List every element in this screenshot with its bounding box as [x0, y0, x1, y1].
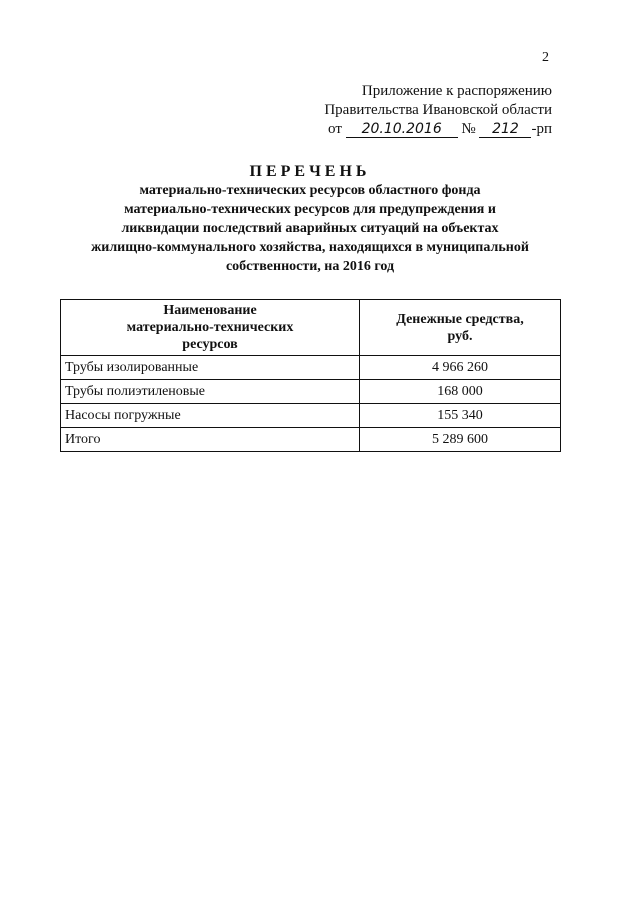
document-title: ПЕРЕЧЕНЬ [249, 163, 371, 180]
appendix-block [324, 82, 552, 139]
subtitle-line: материально-технических ресурсов для предупреждения и [124, 202, 496, 217]
appendix-date-line [324, 120, 552, 139]
header-name-line: ресурсов [182, 337, 238, 352]
header-amount-line: Денежные средства, [396, 311, 524, 327]
row-name: Насосы погружные [61, 404, 360, 428]
header-name [61, 300, 360, 356]
row-name: Трубы полиэтиленовые [61, 380, 360, 404]
row-name: Трубы изолированные [61, 356, 360, 380]
handwritten-date: 20.10.2016 [346, 122, 458, 138]
subtitle-line: ликвидации последствий аварийных ситуаций на объектах [121, 221, 499, 236]
page-number: 2 [542, 50, 549, 65]
row-amount: 5 289 600 [360, 428, 561, 452]
header-amount [360, 300, 561, 356]
row-amount: 168 000 [360, 380, 561, 404]
table-row [61, 404, 561, 428]
row-name: Итого [61, 428, 360, 452]
appendix-line-1: Приложение к распоряжению [361, 83, 552, 99]
handwritten-number: 212 [479, 122, 531, 138]
row-amount: 4 966 260 [360, 356, 561, 380]
document-subtitle [60, 181, 560, 276]
header-name-line: Наименование [163, 303, 257, 318]
subtitle-line: собственности, на 2016 год [225, 259, 395, 274]
from-label: от [328, 121, 342, 137]
number-suffix: -рп [531, 121, 552, 137]
subtitle-line: жилищно-коммунального хозяйства, находящихся в муниципальной [91, 240, 529, 255]
number-label: № [461, 121, 476, 137]
table-header-row [61, 300, 561, 356]
table-row [61, 356, 561, 380]
table-row-total [61, 428, 561, 452]
header-amount-line: руб. [447, 328, 473, 344]
header-name-line: материально-технических [126, 320, 294, 335]
table-row [61, 380, 561, 404]
resources-table [60, 299, 561, 452]
row-amount: 155 340 [360, 404, 561, 428]
subtitle-line: материально-технических ресурсов областного фонда [139, 183, 481, 198]
appendix-line-2: Правительства Ивановской области [324, 102, 552, 118]
